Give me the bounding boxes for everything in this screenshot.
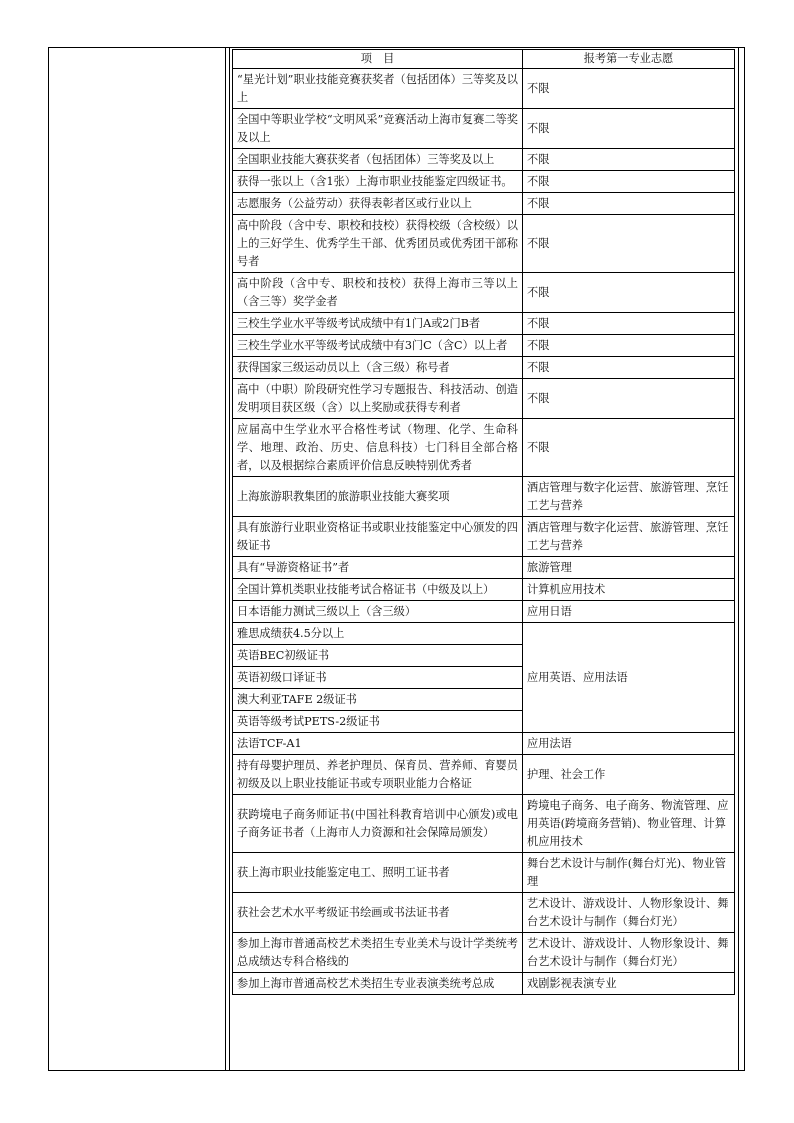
item-cell: 获上海市职业技能鉴定电工、照明工证书者 xyxy=(233,853,523,893)
item-cell: 高中阶段（含中专、职校和技校）获得上海市三等以上（含三等）奖学金者 xyxy=(233,273,523,313)
major-cell: 不限 xyxy=(523,273,735,313)
table-row xyxy=(233,379,735,419)
major-cell: 舞台艺术设计与制作(舞台灯光)、物业管理 xyxy=(523,853,735,893)
major-cell: 应用法语 xyxy=(523,733,735,755)
table-row xyxy=(233,557,735,579)
major-cell: 不限 xyxy=(523,379,735,419)
major-cell: 戏剧影视表演专业 xyxy=(523,973,735,995)
major-cell: 不限 xyxy=(523,357,735,379)
major-cell: 护理、社会工作 xyxy=(523,755,735,795)
item-cell: 澳大利亚TAFE 2级证书 xyxy=(233,689,523,711)
table-row xyxy=(233,357,735,379)
left-blank-column xyxy=(48,47,226,1071)
item-cell: 持有母婴护理员、养老护理员、保育员、营养师、育婴员初级及以上职业技能证书或专项职业能力合格证 xyxy=(233,755,523,795)
item-cell: 英语初级口译证书 xyxy=(233,667,523,689)
header-major: 报考第一专业志愿 xyxy=(523,50,735,69)
item-cell: 参加上海市普通高校艺术类招生专业美术与设计学类统考总成绩达专科合格线的 xyxy=(233,933,523,973)
major-cell: 不限 xyxy=(523,171,735,193)
requirements-table xyxy=(232,49,735,995)
item-cell: 三校生学业水平等级考试成绩中有3门C（含C）以上者 xyxy=(233,335,523,357)
major-cell: 不限 xyxy=(523,109,735,149)
table-row xyxy=(233,795,735,853)
table-row xyxy=(233,335,735,357)
item-cell: 获社会艺术水平考级证书绘画或书法证书者 xyxy=(233,893,523,933)
item-cell: 获跨境电子商务师证书(中国社科教育培训中心颁发)或电子商务证书者（上海市人力资源和社会保障局颁发） xyxy=(233,795,523,853)
major-cell: 不限 xyxy=(523,313,735,335)
item-cell: 三校生学业水平等级考试成绩中有1门A或2门B者 xyxy=(233,313,523,335)
header-item: 项 目 xyxy=(233,50,523,69)
item-cell: 具有旅游行业职业资格证书或职业技能鉴定中心颁发的四级证书 xyxy=(233,517,523,557)
table-row xyxy=(233,893,735,933)
major-cell: 旅游管理 xyxy=(523,557,735,579)
major-cell: 不限 xyxy=(523,69,735,109)
major-cell: 不限 xyxy=(523,149,735,171)
major-cell: 应用日语 xyxy=(523,601,735,623)
item-cell: 全国中等职业学校“文明风采”竞赛活动上海市复赛二等奖及以上 xyxy=(233,109,523,149)
table-row xyxy=(233,853,735,893)
major-cell: 计算机应用技术 xyxy=(523,579,735,601)
table-row xyxy=(233,419,735,477)
item-cell: 全国职业技能大赛获奖者（包括团体）三等奖及以上 xyxy=(233,149,523,171)
table-row xyxy=(233,69,735,109)
column-divider xyxy=(229,47,230,1071)
major-cell: 艺术设计、游戏设计、人物形象设计、舞台艺术设计与制作（舞台灯光） xyxy=(523,893,735,933)
major-cell: 不限 xyxy=(523,215,735,273)
table-row xyxy=(233,733,735,755)
table-row xyxy=(233,109,735,149)
item-cell: “星光计划”职业技能竞赛获奖者（包括团体）三等奖及以上 xyxy=(233,69,523,109)
item-cell: 英语等级考试PETS-2级证书 xyxy=(233,711,523,733)
item-cell: 高中（中职）阶段研究性学习专题报告、科技活动、创造发明项目获区级（含）以上奖励或获得专利者 xyxy=(233,379,523,419)
table-row xyxy=(233,933,735,973)
major-cell: 不限 xyxy=(523,193,735,215)
table-row xyxy=(233,477,735,517)
major-cell: 酒店管理与数字化运营、旅游管理、烹饪工艺与营养 xyxy=(523,477,735,517)
item-cell: 全国计算机类职业技能考试合格证书（中级及以上） xyxy=(233,579,523,601)
item-cell: 上海旅游职教集团的旅游职业技能大赛奖项 xyxy=(233,477,523,517)
table-row xyxy=(233,623,735,645)
major-cell-english-group: 应用英语、应用法语 xyxy=(523,623,735,733)
table-row xyxy=(233,171,735,193)
table-row xyxy=(233,601,735,623)
major-cell: 不限 xyxy=(523,419,735,477)
major-cell: 不限 xyxy=(523,335,735,357)
table-row xyxy=(233,313,735,335)
major-cell: 酒店管理与数字化运营、旅游管理、烹饪工艺与营养 xyxy=(523,517,735,557)
item-cell: 具有“导游资格证书”者 xyxy=(233,557,523,579)
table-header-row xyxy=(233,50,735,69)
item-cell: 高中阶段（含中专、职校和技校）获得校级（含校级）以上的三好学生、优秀学生干部、优秀团员或优秀团干部称号者 xyxy=(233,215,523,273)
item-cell: 参加上海市普通高校艺术类招生专业表演类统考总成 xyxy=(233,973,523,995)
item-cell: 志愿服务（公益劳动）获得表彰者区或行业以上 xyxy=(233,193,523,215)
right-margin-line xyxy=(738,47,739,1071)
table-row xyxy=(233,579,735,601)
item-cell: 英语BEC初级证书 xyxy=(233,645,523,667)
table-row xyxy=(233,517,735,557)
table-row xyxy=(233,149,735,171)
item-cell: 应届高中生学业水平合格性考试（物理、化学、生命科学、地理、政治、历史、信息科技）七门科目全部合格者，以及根据综合素质评价信息反映特别优秀者 xyxy=(233,419,523,477)
table-row xyxy=(233,755,735,795)
table-row xyxy=(233,193,735,215)
table-row xyxy=(233,215,735,273)
item-cell: 获得国家三级运动员以上（含三级）称号者 xyxy=(233,357,523,379)
major-cell: 艺术设计、游戏设计、人物形象设计、舞台艺术设计与制作（舞台灯光） xyxy=(523,933,735,973)
item-cell: 雅思成绩获4.5分以上 xyxy=(233,623,523,645)
item-cell: 法语TCF-A1 xyxy=(233,733,523,755)
item-cell: 日本语能力测试三级以上（含三级） xyxy=(233,601,523,623)
major-cell: 跨境电子商务、电子商务、物流管理、应用英语(跨境商务营销)、物业管理、计算机应用技术 xyxy=(523,795,735,853)
item-cell: 获得一张以上（含1张）上海市职业技能鉴定四级证书。 xyxy=(233,171,523,193)
table-row xyxy=(233,273,735,313)
table-row xyxy=(233,973,735,995)
